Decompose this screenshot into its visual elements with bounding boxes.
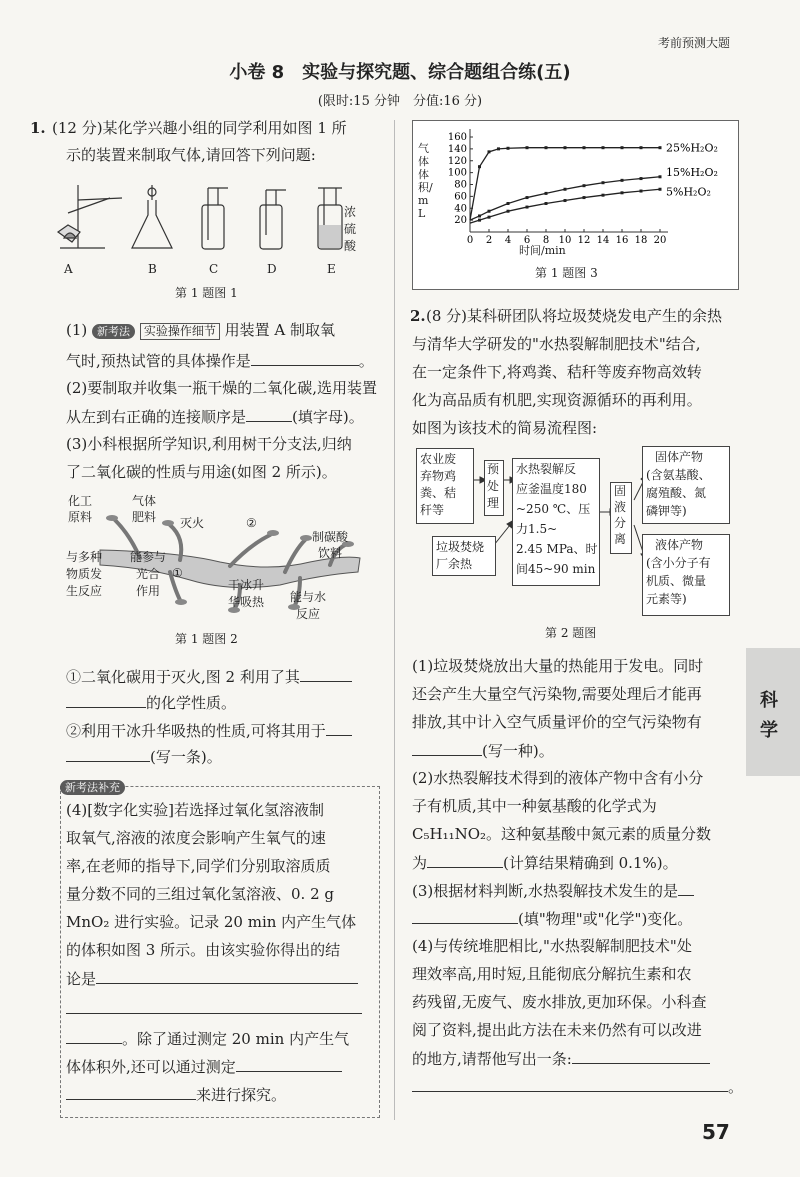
tree-label: 饮料 bbox=[318, 546, 343, 560]
answer-blank[interactable] bbox=[251, 350, 359, 366]
flow-text: (含氨基酸、 bbox=[646, 468, 711, 482]
answer-blank[interactable] bbox=[66, 1084, 196, 1100]
chart-point bbox=[621, 179, 624, 182]
chart-x-tick-label: 12 bbox=[577, 235, 591, 246]
q1-part1-text: 用装置 A 制取氧 bbox=[224, 321, 335, 339]
flow-text: 农业废 bbox=[420, 452, 457, 466]
q2-part1-line: (1)垃圾焚烧放出大量的热能用于发电。同时 bbox=[412, 657, 704, 675]
q2-part4-end bbox=[412, 1076, 743, 1097]
fig-q2-caption: 第 2 题图 bbox=[545, 626, 597, 640]
chart-y-tick-label: 80 bbox=[454, 179, 467, 191]
q2-part2-end-text: (计算结果精确到 0.1%)。 bbox=[503, 854, 678, 872]
q1-part4-line: (4)[数字化实验]若选择过氧化氢溶液制 bbox=[66, 801, 324, 819]
chart-series-line bbox=[470, 148, 660, 220]
chart-point bbox=[640, 146, 643, 149]
tree-label: 干冰升 bbox=[228, 578, 265, 592]
q1-part4-end2-text: 体体积外,还可以通过测定 bbox=[66, 1058, 236, 1076]
chart-point bbox=[602, 181, 605, 184]
chart-x-tick-label: 18 bbox=[634, 235, 648, 246]
q1-part4-line bbox=[66, 968, 358, 989]
tree-label: 制碳酸 bbox=[312, 530, 349, 544]
chart-y-tick-label: 120 bbox=[447, 155, 467, 167]
flow-text: 2.45 MPa、时 bbox=[516, 542, 598, 556]
period: 。 bbox=[358, 352, 374, 370]
answer-blank[interactable] bbox=[427, 852, 503, 868]
chart-point bbox=[488, 216, 491, 219]
tree-label: 能与水 bbox=[290, 590, 327, 604]
chart-point bbox=[602, 194, 605, 197]
q2-part4-line: 药残留,无废气、废水排放,更加环保。小科查 bbox=[412, 993, 707, 1011]
chart-point bbox=[659, 146, 662, 149]
chart-x-tick-label: 6 bbox=[523, 235, 531, 246]
answer-blank[interactable] bbox=[678, 880, 694, 896]
q2-part3-end-text: (填"物理"或"化学")变化。 bbox=[518, 910, 693, 928]
q2-part1-line: 排放,其中计入空气质量评价的空气污染物有 bbox=[412, 713, 702, 731]
answer-blank[interactable] bbox=[66, 692, 146, 708]
flow-text: 力1.5~ bbox=[516, 522, 558, 536]
page-title: 小卷 8 实验与探究题、综合题组合练(五) bbox=[229, 62, 571, 83]
flow-text: 分 bbox=[614, 516, 627, 530]
q2-part2-line: (2)水热裂解技术得到的液体产物中含有小分 bbox=[412, 769, 704, 787]
q2-number: 2. bbox=[410, 307, 426, 325]
q1-part2-text: 从左到右正确的连接顺序是 bbox=[66, 408, 247, 426]
q1-part4-end3-text: 来进行探究。 bbox=[196, 1086, 287, 1104]
chart-point bbox=[526, 146, 529, 149]
q2-intro-line: (8 分)某科研团队将垃圾焚烧发电产生的余热 bbox=[426, 307, 723, 325]
chart-y-tick-label: 140 bbox=[447, 143, 467, 155]
tree-label: 反应 bbox=[296, 607, 321, 621]
answer-blank[interactable] bbox=[246, 406, 292, 422]
flow-text: 间45~90 min bbox=[516, 562, 596, 576]
chart-y-tick-label: 20 bbox=[454, 215, 467, 227]
q1-sub1-text: ①二氧化碳用于灭火,图 2 利用了其 bbox=[66, 668, 300, 686]
apparatus-label-b: B bbox=[148, 262, 157, 276]
flow-text: 理 bbox=[487, 496, 500, 510]
chart-point bbox=[659, 175, 662, 178]
q1-part4-end3 bbox=[66, 1084, 286, 1105]
q1-part4-line: 率,在老师的指导下,同学们分别取溶质质 bbox=[66, 857, 331, 875]
header-label: 考前预测大题 bbox=[657, 36, 730, 50]
flow-text: 处 bbox=[487, 479, 500, 493]
chart-point bbox=[488, 150, 491, 153]
chart-point bbox=[659, 188, 662, 191]
chart-point bbox=[478, 165, 481, 168]
q1-part1-prefix: (1) bbox=[66, 321, 88, 339]
chart-legend-label: 25%H₂O₂ bbox=[666, 141, 718, 155]
flow-text: 厂余热 bbox=[436, 557, 473, 571]
answer-blank[interactable] bbox=[236, 1056, 342, 1072]
q2-part3-end bbox=[412, 908, 692, 929]
chart-point bbox=[640, 190, 643, 193]
q2-intro-line: 在一定条件下,将鸡粪、秸秆等废弃物高效转 bbox=[412, 363, 702, 381]
chart-point bbox=[621, 146, 624, 149]
tree-label: ② bbox=[246, 516, 257, 530]
tree-label: 光合 bbox=[136, 567, 161, 581]
q1-part2-end: (填字母)。 bbox=[292, 408, 364, 426]
q1-sub2-text: ②利用干冰升华吸热的性质,可将其用于 bbox=[66, 722, 326, 740]
chart-point bbox=[497, 147, 500, 150]
flow-text: 固体产物 bbox=[655, 450, 704, 464]
tree-label: 物质发 bbox=[66, 567, 103, 581]
chart-x-tick-label: 8 bbox=[542, 235, 550, 246]
page-subtitle: (限时:15 分钟 分值:16 分) bbox=[317, 94, 483, 109]
q1-intro-1: (12 分)某化学兴趣小组的同学利用如图 1 所 bbox=[52, 119, 347, 137]
chart-point bbox=[621, 191, 624, 194]
chart-point bbox=[564, 188, 567, 191]
q2-part2-line: 子有机质,其中一种氨基酸的化学式为 bbox=[412, 797, 657, 815]
conclusion-label: 论是 bbox=[66, 970, 97, 988]
q2-part2-line: C₅H₁₁NO₂。这种氨基酸中氮元素的质量分数 bbox=[412, 825, 712, 843]
answer-blank[interactable] bbox=[66, 1028, 122, 1044]
q2-part1-line: 还会产生大量空气污染物,需要处理后才能再 bbox=[412, 685, 702, 703]
chart-y-tick-label: 100 bbox=[447, 167, 467, 179]
flow-text: 磷钾等) bbox=[646, 504, 687, 518]
tree-label: 作用 bbox=[136, 584, 161, 598]
supplement-tag-wrap bbox=[60, 776, 125, 795]
chart-point bbox=[564, 199, 567, 202]
apparatus-label-d: D bbox=[267, 262, 277, 276]
fig1-caption: 第 1 题图 1 bbox=[175, 286, 238, 300]
page-number: 57 bbox=[702, 1120, 730, 1144]
chart-x-tick-label: 0 bbox=[466, 235, 474, 246]
q1-sub1-line2 bbox=[66, 692, 236, 713]
chart-point bbox=[478, 219, 481, 222]
q2-part2-pre: 为 bbox=[412, 854, 428, 872]
chart-point bbox=[545, 192, 548, 195]
answer-blank[interactable] bbox=[66, 746, 150, 762]
q1-part4-line: 取氧气,溶液的浓度会影响产生氧气的速 bbox=[66, 829, 326, 847]
q1-part1-text2: 气时,预热试管的具体操作是 bbox=[66, 352, 251, 370]
tree-label: 肥料 bbox=[132, 510, 157, 524]
tree-label: 化工 bbox=[68, 494, 93, 508]
q2-part4-line: (4)与传统堆肥相比,"水热裂解制肥技术"处 bbox=[412, 937, 692, 955]
q2-part3-text: (3)根据材料判断,水热裂解技术发生的是 bbox=[412, 882, 679, 900]
q2-intro-line: 如图为该技术的简易流程图: bbox=[412, 419, 598, 437]
fig3-chart bbox=[412, 120, 737, 260]
tree-label: 华吸热 bbox=[228, 595, 265, 609]
flow-text: 固 bbox=[614, 484, 627, 498]
q2-part4-line: 阅了资料,提出此方法在未来仍然有可以改进 bbox=[412, 1021, 702, 1039]
chart-point bbox=[507, 210, 510, 213]
acid-label-1: 浓 bbox=[344, 205, 357, 219]
q1-part4-end1-text: 。除了通过测定 20 min 内产生气 bbox=[122, 1030, 350, 1048]
apparatus-label-a: A bbox=[64, 262, 73, 276]
flow-text: 预 bbox=[487, 462, 500, 476]
q1-intro-2: 示的装置来制取气体,请回答下列问题: bbox=[66, 146, 316, 164]
q1-sub2-line2 bbox=[66, 746, 222, 767]
flow-text: 离 bbox=[614, 532, 627, 546]
q2-intro-line: 与清华大学研发的"水热裂解制肥技术"结合, bbox=[412, 335, 701, 353]
acid-label-2: 硫 bbox=[344, 222, 357, 236]
side-tab-char: 学 bbox=[760, 720, 778, 741]
period: 。 bbox=[728, 1078, 744, 1096]
chart-point bbox=[478, 214, 481, 217]
chart-point bbox=[583, 196, 586, 199]
q1-sub2-text2: (写一条)。 bbox=[150, 748, 222, 766]
tree-label: 原料 bbox=[68, 510, 93, 524]
apparatus-figure bbox=[50, 180, 370, 265]
q1-sub2-line1 bbox=[66, 720, 352, 741]
q1-part4-line: 的体积如图 3 所示。由该实验你得出的结 bbox=[66, 941, 341, 959]
tree-label: 能参与 bbox=[130, 550, 167, 564]
chart-x-tick-label: 14 bbox=[596, 235, 610, 246]
chart-x-tick-label: 16 bbox=[615, 235, 629, 246]
operation-detail-tag: 实验操作细节 bbox=[140, 323, 220, 340]
q2-part3-line1 bbox=[412, 880, 694, 901]
q2-part1-end bbox=[412, 740, 554, 761]
q2-intro-line: 化为高品质有机肥,实现资源循环的再利用。 bbox=[412, 391, 702, 409]
chart-xlabel: 时间/min bbox=[519, 244, 566, 257]
answer-blank[interactable] bbox=[326, 720, 352, 736]
subject-side-tab bbox=[746, 648, 800, 776]
answer-blank[interactable] bbox=[572, 1048, 710, 1064]
q1-part4-line: MnO₂ 进行实验。记录 20 min 内产生气体 bbox=[66, 913, 357, 931]
apparatus-label-c: C bbox=[209, 262, 219, 276]
chart-legend-label: 5%H₂O₂ bbox=[666, 185, 711, 199]
answer-blank[interactable] bbox=[412, 908, 518, 924]
answer-blank[interactable] bbox=[300, 666, 352, 682]
flow-text: 水热裂解反 bbox=[516, 462, 577, 476]
supplement-tag: 新考法补充 bbox=[60, 780, 125, 795]
flow-text: (含小分子有 bbox=[646, 556, 711, 570]
chart-point bbox=[583, 146, 586, 149]
column-divider bbox=[394, 120, 395, 1120]
flow-text: 弃物鸡 bbox=[420, 469, 457, 483]
q1-part1-line1 bbox=[66, 320, 335, 340]
answer-blank[interactable] bbox=[96, 968, 358, 984]
q1-part4-blankline bbox=[66, 998, 362, 1019]
q2-part1-end-text: (写一种)。 bbox=[482, 742, 554, 760]
q1-part2-line2 bbox=[66, 406, 364, 427]
flow-text: 液体产物 bbox=[655, 538, 704, 552]
answer-blank[interactable] bbox=[66, 998, 362, 1014]
tree-label: 与多种 bbox=[66, 550, 103, 564]
answer-blank[interactable] bbox=[412, 1076, 728, 1092]
tree-label: ① bbox=[172, 566, 183, 580]
acid-label-3: 酸 bbox=[344, 239, 357, 253]
chart-y-tick-label: 60 bbox=[454, 191, 467, 203]
flow-text: 秆等 bbox=[420, 503, 445, 517]
chart-legend-label: 15%H₂O₂ bbox=[666, 165, 718, 179]
q1-part4-line: 量分数不同的三组过氧化氢溶液、0. 2 g bbox=[66, 885, 334, 903]
flow-text: 元素等) bbox=[646, 592, 687, 606]
apparatus-label-e: E bbox=[327, 262, 336, 276]
answer-blank[interactable] bbox=[412, 740, 482, 756]
chart-point bbox=[640, 177, 643, 180]
chart-series-line bbox=[470, 189, 660, 223]
fig3-caption: 第 1 题图 3 bbox=[535, 266, 598, 280]
q1-part3-line2: 了二氧化碳的性质与用途(如图 2 所示)。 bbox=[66, 463, 337, 481]
flow-text: 应釜温度180 bbox=[516, 482, 587, 496]
chart-point bbox=[602, 146, 605, 149]
flow-text: ~250 ℃、压 bbox=[516, 502, 591, 516]
chart-ylabel: 气体体积/mL bbox=[418, 142, 433, 220]
chart-x-tick-label: 2 bbox=[485, 235, 493, 246]
fig2-caption: 第 1 题图 2 bbox=[175, 632, 238, 646]
chart-point bbox=[526, 196, 529, 199]
q1-part2-line1: (2)要制取并收集一瓶干燥的二氧化碳,选用装置 bbox=[66, 379, 378, 397]
q1-part4-end1 bbox=[66, 1028, 349, 1049]
q1-part3-line1: (3)小科根据所学知识,利用树干分支法,归纳 bbox=[66, 435, 352, 453]
chart-point bbox=[545, 146, 548, 149]
q1-sub1-text2: 的化学性质。 bbox=[146, 694, 237, 712]
flow-text: 粪、秸 bbox=[420, 486, 457, 500]
chart-point bbox=[583, 184, 586, 187]
chart-y-tick-label: 160 bbox=[447, 132, 467, 143]
flow-text: 垃圾焚烧 bbox=[436, 540, 485, 554]
tree-label: 气体 bbox=[132, 494, 157, 508]
flow-text: 液 bbox=[614, 500, 627, 514]
q1-number: 1. bbox=[30, 119, 46, 137]
chart-point bbox=[545, 202, 548, 205]
chart-point bbox=[507, 147, 510, 150]
flow-text: 腐殖酸、氮 bbox=[646, 486, 707, 500]
q2-part4-line: 理效率高,用时短,且能彻底分解抗生素和农 bbox=[412, 965, 692, 983]
chart-point bbox=[526, 206, 529, 209]
q1-part1-line2 bbox=[66, 350, 374, 371]
tree-label: 灭火 bbox=[180, 516, 205, 530]
chart-point bbox=[488, 210, 491, 213]
flow-text: 机质、微量 bbox=[646, 574, 707, 588]
q2-part4-line5 bbox=[412, 1048, 710, 1069]
q2-part2-end bbox=[412, 852, 678, 873]
tree-label: 生反应 bbox=[66, 584, 103, 598]
chart-x-tick-label: 10 bbox=[558, 235, 572, 246]
q1-part4-end2 bbox=[66, 1056, 342, 1077]
chart-point bbox=[507, 202, 510, 205]
q1-sub1-line1 bbox=[66, 666, 352, 687]
chart-x-tick-label: 20 bbox=[653, 235, 667, 246]
chart-x-tick-label: 4 bbox=[504, 235, 512, 246]
chart-point bbox=[564, 146, 567, 149]
side-tab-char: 科 bbox=[760, 690, 778, 711]
new-method-tag: 新考法 bbox=[92, 324, 135, 339]
chart-y-tick-label: 40 bbox=[454, 203, 467, 215]
q2-part4-text: 的地方,请帮他写出一条: bbox=[412, 1050, 572, 1068]
